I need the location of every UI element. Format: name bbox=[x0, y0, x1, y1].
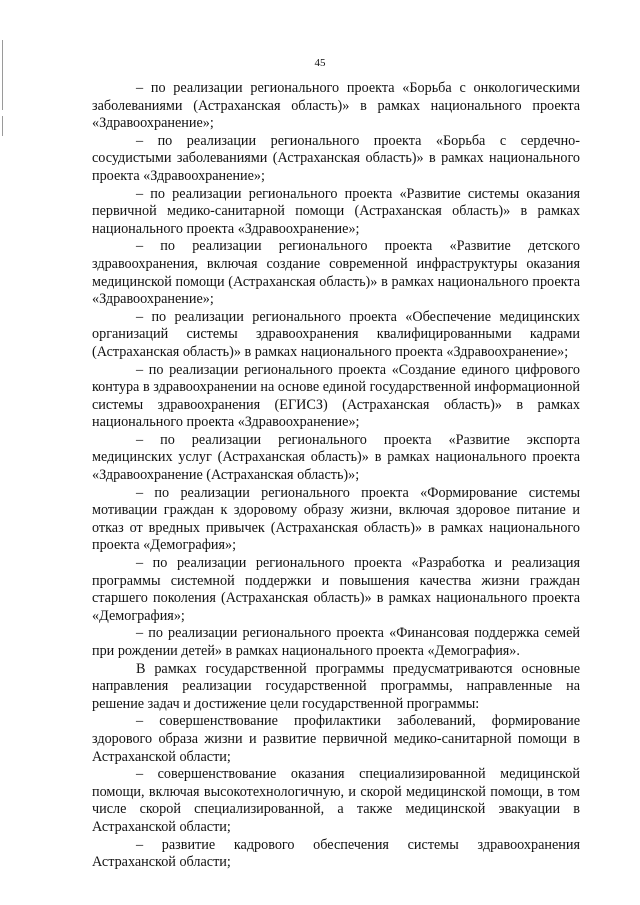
paragraph: – по реализации регионального проекта «Формирование системы мотивации граждан к здоровому образу жизни, включая здоровое питание и отказ от вредных привычек (Астраханская область)» в рамках национального проекта «Демография»; bbox=[92, 484, 580, 554]
paragraph: – совершенствование оказания специализированной медицинской помощи, включая высокотехнологичную, и скорой медицинской помощи, в том числе скорой специализированной, а также медицинской эвакуации в Астраханской области; bbox=[92, 766, 580, 835]
paragraph: – по реализации регионального проекта «Разработка и реализация программы системной поддержки и повышения качества жизни граждан старшего поколения (Астраханская область)» в рамках национального проекта «Демография»; bbox=[92, 555, 580, 624]
paragraph: – по реализации регионального проекта «Финансовая поддержка семей при рождении детей» в рамках национального проекта «Демография». bbox=[92, 625, 580, 659]
paragraph: – по реализации регионального проекта «Обеспечение медицинских организаций системы здравоохранения квалифицированными кадрами (Астраханская область)» в рамках национального проекта «Здравоохранение»; bbox=[92, 308, 580, 360]
paragraph: – по реализации регионального проекта «Борьба с сердечно-сосудистыми заболеваниями (Астраханская область)» в рамках национального проекта «Здравоохранение»; bbox=[92, 132, 580, 184]
page-number: 45 bbox=[314, 57, 326, 69]
scan-margin-line bbox=[2, 116, 3, 136]
paragraph: – по реализации регионального проекта «Борьба с онкологическими заболеваниями (Астраханская область)» в рамках национального проекта «Здравоохранение»; bbox=[92, 80, 580, 132]
paragraph: В рамках государственной программы предусматриваются основные направления реализации государственной программы, направленные на решение задач и достижение цели государственной программы: bbox=[92, 660, 580, 712]
scan-margin-line bbox=[2, 40, 3, 110]
paragraph: – по реализации регионального проекта «Развитие экспорта медицинских услуг (Астраханская область)» в рамках национального проекта «Здравоохранение (Астраханская область)»; bbox=[92, 431, 580, 484]
paragraph: – по реализации регионального проекта «Развитие системы оказания первичной медико-санитарной помощи (Астраханская область)» в рамках национального проекта «Здравоохранение»; bbox=[92, 185, 580, 237]
paragraph: – совершенствование профилактики заболеваний, формирование здорового образа жизни и развитие первичной медико-санитарной помощи в Астраханской области; bbox=[92, 713, 580, 765]
document-body bbox=[92, 80, 580, 872]
paragraph: – по реализации регионального проекта «Создание единого цифрового контура в здравоохранении на основе единой государственной информационной системы здравоохранения (ЕГИСЗ) (Астраханская область)» в рамках национального проекта «Здравоохранение»; bbox=[92, 361, 580, 431]
paragraph: – развитие кадрового обеспечения системы здравоохранения Астраханской области; bbox=[92, 836, 580, 871]
paragraph: – по реализации регионального проекта «Развитие детского здравоохранения, включая создание современной инфраструктуры оказания медицинской помощи (Астраханская область)» в рамках национального проекта «Здравоохранение»; bbox=[92, 238, 580, 308]
